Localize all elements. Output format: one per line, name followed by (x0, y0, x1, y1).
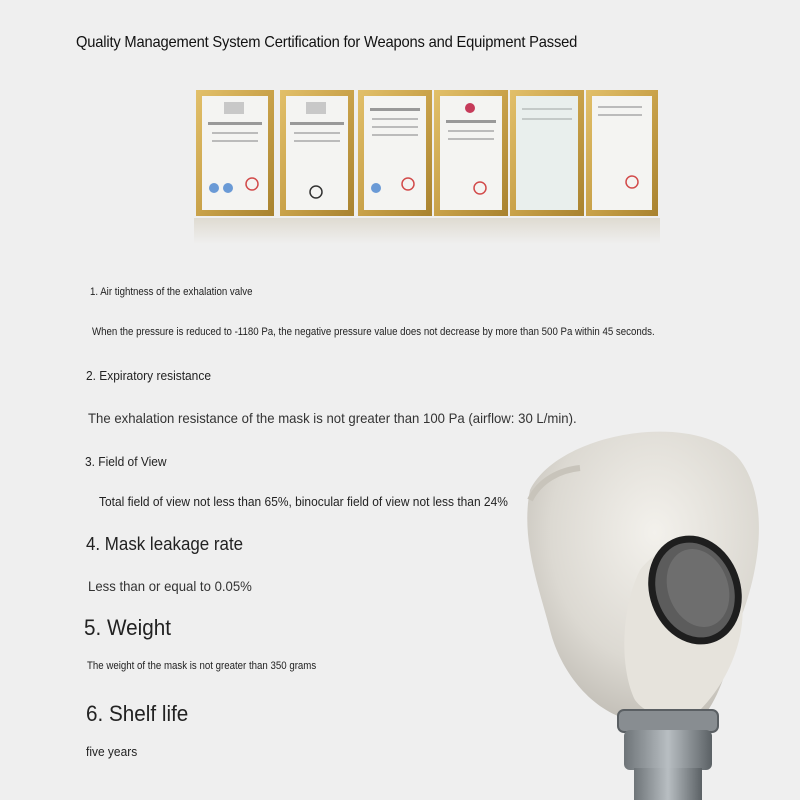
spec-body-weight: The weight of the mask is not greater than 350 grams (87, 660, 317, 672)
certificate-frame (196, 90, 274, 216)
spec-heading-field-of-view: 3. Field of View (85, 454, 167, 469)
spec-body-field-of-view: Total field of view not less than 65%, binocular field of view not less than 24% (99, 494, 508, 509)
spec-body-shelf-life: five years (86, 744, 138, 759)
spec-heading-expiratory-resistance: 2. Expiratory resistance (86, 368, 211, 383)
spec-body-air-tightness: When the pressure is reduced to -1180 Pa, the negative pressure value does not decrease by more than 500 Pa within 45 seconds. (92, 326, 655, 338)
mask-valve-ring (618, 710, 718, 732)
gas-mask-image (500, 420, 800, 800)
certificate-frame (586, 90, 658, 216)
spec-heading-shelf-life: 6. Shelf life (86, 701, 189, 726)
spec-body-leakage-rate: Less than or equal to 0.05% (88, 578, 252, 594)
certificate-frame (434, 90, 508, 216)
certificate-frame (280, 90, 354, 216)
certificates-strip (194, 88, 660, 218)
certificates-reflection (194, 218, 660, 244)
certificate-frame (358, 90, 432, 216)
spec-heading-leakage-rate: 4. Mask leakage rate (86, 534, 244, 554)
spec-body-expiratory-resistance: The exhalation resistance of the mask is not greater than 100 Pa (airflow: 30 L/min). (88, 410, 577, 426)
certificate-frame (510, 90, 584, 216)
page-title: Quality Management System Certification for Weapons and Equipment Passed (76, 34, 578, 51)
spec-heading-weight: 5. Weight (84, 615, 171, 640)
mask-valve (624, 730, 712, 770)
spec-heading-air-tightness: 1. Air tightness of the exhalation valve (90, 286, 253, 298)
